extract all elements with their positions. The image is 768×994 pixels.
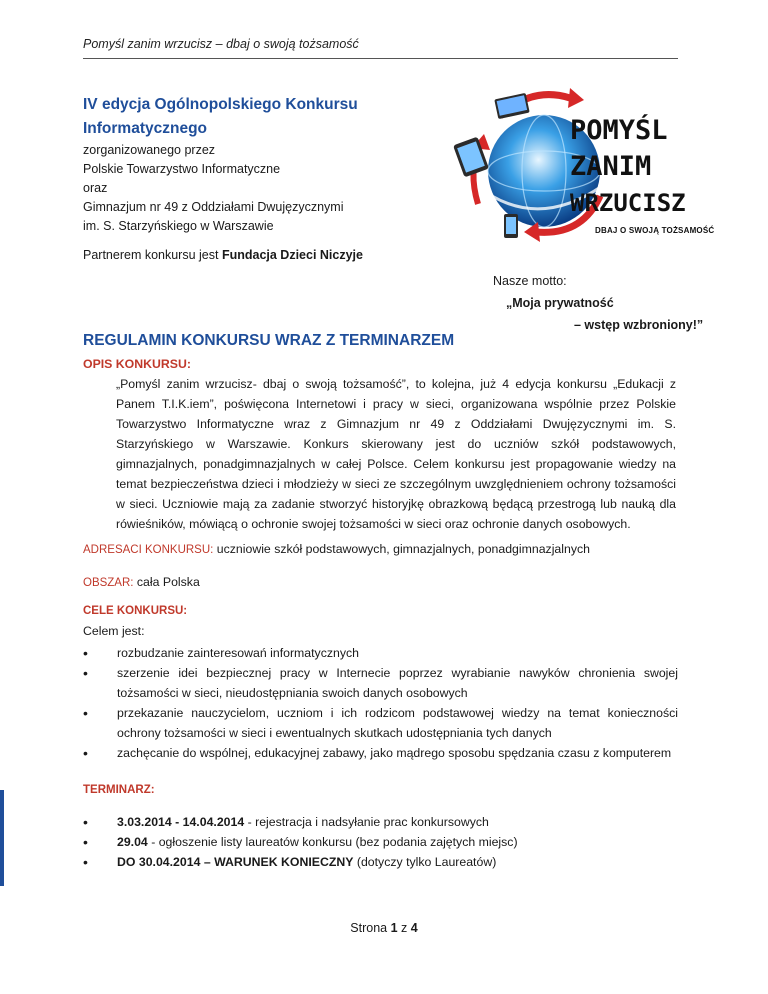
description-text: „Pomyśl zanim wrzucisz- dbaj o swoją tożsamość”, to kolejna, już 4 edycja konkursu „Edukacji z Panem T.I.K.iem”, poświęcona Internetowi i pracy w sieci, organizowana wspólnie przez Polskie Towarzystwo Informatyczne wraz z Gimnazjum nr 49 z Oddziałami Dwujęzycznymi im. S. Starzyńskiego w Warszawie. Konkurs skierowany jest do uczniów szkół podstawowych, gimnazjalnych, ponadgimnazjalnych w całej Polsce. Celem konkursu jest propagowanie wiedzy na temat bezpieczeństwa dzieci i młodzieży w sieci ze szczególnym uwzględnieniem ochrony tożsamości w sieci. Uczniowie mają za zadanie stworzyć historyjkę obrazkową będącą przestrogą lub nauką dla rówieśników, mówiącą o ochronie swojej tożsamości w sieci oraz ochronie danych osobowych. (116, 377, 676, 531)
list-item (83, 852, 678, 872)
schedule-list (83, 812, 678, 872)
goals-block (83, 601, 678, 763)
organizers-line: Polskie Towarzystwo Informatyczne (83, 162, 281, 176)
logo-line-2: ZANIM (570, 151, 652, 182)
footer-prefix: Strona (350, 921, 391, 935)
schedule-date: DO 30.04.2014 – WARUNEK KONIECZNY (117, 855, 354, 869)
list-item: • zachęcanie do wspólnej, edukacyjnej zabawy, jako mądrego sposobu spędzania czasu z komputerem (83, 743, 678, 763)
organizers-line: im. S. Starzyńskiego w Warszawie (83, 219, 274, 233)
phone-icon (504, 214, 518, 238)
motto-line-1: „Moja prywatność (506, 296, 614, 310)
partner-prefix: Partnerem konkursu jest (83, 248, 222, 262)
recipients-heading: ADRESACI KONKURSU: (83, 544, 214, 556)
schedule-heading: TERMINARZ: (83, 784, 155, 796)
contest-logo (452, 76, 710, 244)
regulations-title: REGULAMIN KONKURSU WRAZ Z TERMINARZEM (83, 332, 455, 349)
footer-page: 1 (390, 921, 398, 935)
running-header: Pomyśl zanim wrzucisz – dbaj o swoją tożsamość (83, 37, 359, 51)
margin-bar (0, 790, 4, 886)
page-footer (0, 921, 768, 935)
motto-block (493, 270, 703, 336)
schedule-date: 3.03.2014 - 14.04.2014 (117, 815, 245, 829)
description-heading: OPIS KONKURSU: (83, 357, 191, 371)
schedule-date: 29.04 (117, 835, 148, 849)
partner-name: Fundacja Dzieci Niczyje (221, 248, 363, 262)
recipients-text: uczniowie szkół podstawowych, gimnazjalnych, ponadgimnazjalnych (213, 542, 590, 556)
list-item: • szerzenie idei bezpiecznej pracy w Internecie poprzez wyrabianie nawyków chronienia swojej tożsamości w sieci, nieudostępniania swoich danych osobowych (83, 663, 678, 703)
goals-intro: Celem jest: (83, 624, 145, 638)
header-divider (83, 58, 678, 59)
logo-line-3: WRZUCISZ (570, 189, 686, 217)
schedule-text: (dotyczy tylko Laureatów) (353, 855, 497, 869)
organizers-line: Gimnazjum nr 49 z Oddziałami Dwujęzycznymi (83, 200, 344, 214)
schedule-text: - ogłoszenie listy laureatów konkursu (bez podania zajętych miejsc) (147, 835, 518, 849)
partner-line (83, 248, 363, 262)
schedule-text: - rejestracja i nadsyłanie prac konkursowych (244, 815, 489, 829)
goals-heading: CELE KONKURSU: (83, 605, 188, 617)
list-item: • przekazanie nauczycielom, uczniom i ich rodzicom podstawowej wiedzy na temat konieczności ochrony tożsamości w sieci i ewentualnych skutkach udostępniania tych danych (83, 703, 678, 743)
motto-line-2: – wstęp wzbroniony!” (574, 318, 704, 332)
schedule-block (83, 780, 678, 872)
motto-label: Nasze motto: (493, 274, 567, 288)
area-heading: OBSZAR: (83, 577, 134, 589)
list-item: • rozbudzanie zainteresowań informatycznych (83, 643, 678, 663)
organizers-line: oraz (83, 181, 108, 195)
footer-mid: z (397, 921, 411, 935)
area-line (83, 575, 200, 589)
organizers-block (83, 141, 344, 236)
organizers-line: zorganizowanego przez (83, 143, 216, 157)
footer-total: 4 (410, 921, 418, 935)
logo-line-1: POMYŚL (570, 115, 668, 146)
edition-title: IV edycja Ogólnopolskiego Konkursu Informatycznego (83, 96, 358, 137)
goals-list (83, 643, 678, 763)
recipients-line (83, 542, 590, 556)
list-item (83, 832, 678, 852)
area-text: cała Polska (133, 575, 200, 589)
list-item (83, 812, 678, 832)
logo-tagline: DBAJ O SWOJĄ TOŻSAMOŚĆ (595, 226, 715, 235)
